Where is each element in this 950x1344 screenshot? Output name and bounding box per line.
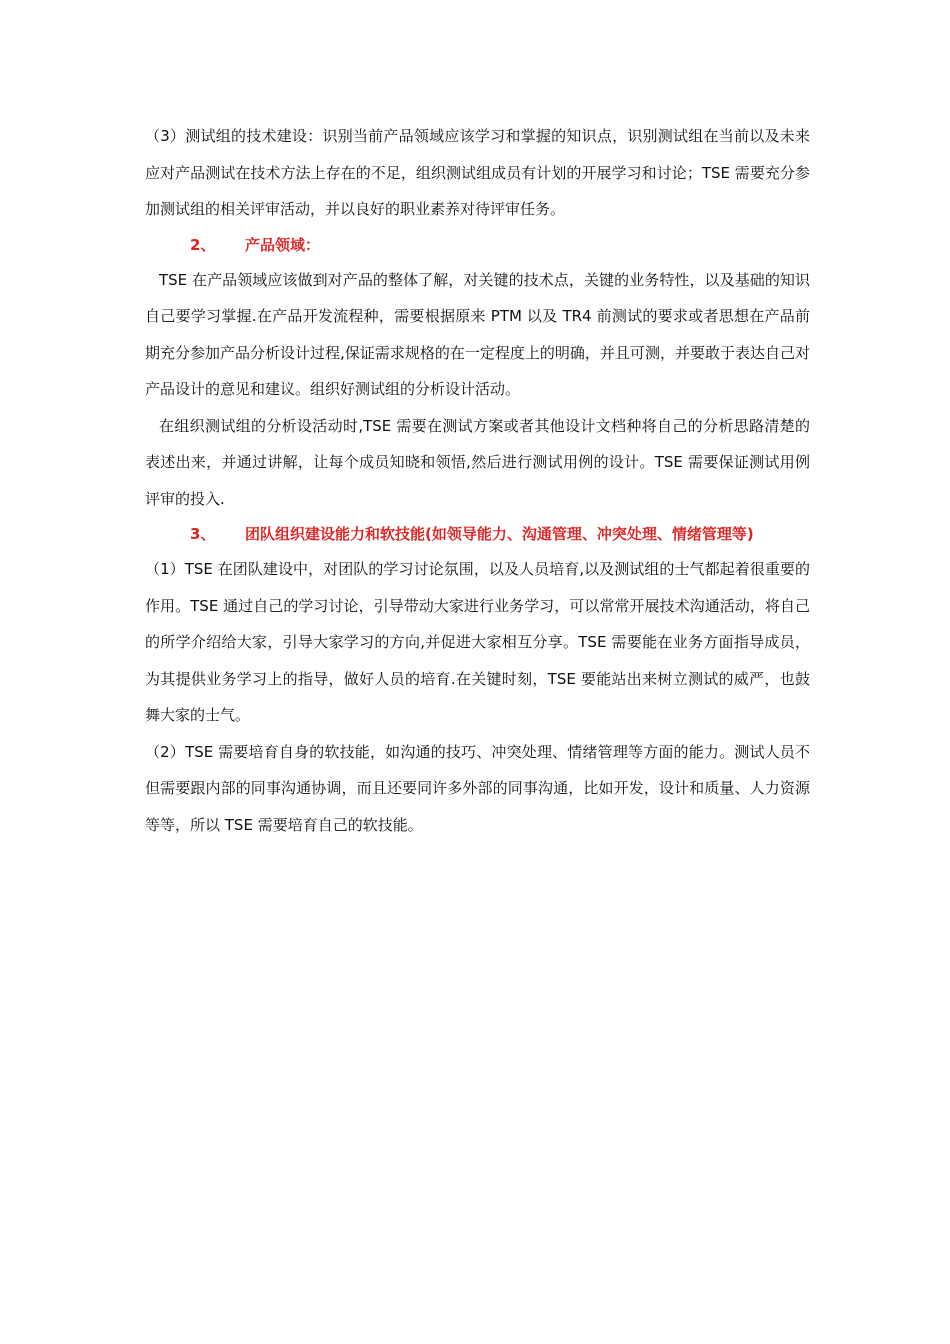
paragraph-product-domain: TSE 在产品领域应该做到对产品的整体了解，对关键的技术点，关键的业务特性，以及基础的知识自己要学习掌握.在产品开发流程种，需要根据原来 PTM 以及 TR4 前测试的要求或者思想在产品前期充分参加产品分析设计过程,保证需求规格的在一定程度上的明确，并且可测，并要敢于表达自己对产品设计的意见和建议。组织好测试组的分析设计活动。: [145, 270, 810, 398]
section-number: 3、: [190, 525, 216, 543]
document-body: [145, 118, 810, 843]
section-title: 团队组织建设能力和软技能(如领导能力、沟通管理、冲突处理、情绪管理等): [245, 525, 754, 543]
section-number: 2、: [190, 235, 216, 254]
paragraph-soft-skills: （2）TSE 需要培育自身的软技能，如沟通的技巧、冲突处理、情绪管理等方面的能力。测试人员不但需要跟内部的同事沟通协调，而且还要同许多外部的同事沟通，比如开发，设计和质量、人力资源等等，所以 TSE 需要培育自己的软技能。: [145, 742, 810, 834]
paragraph-analysis-design: 在组织测试组的分析设活动时,TSE 需要在测试方案或者其他设计文档种将自己的分析思路清楚的表述出来，并通过讲解，让每个成员知晓和领悟,然后进行测试用例的设计。TSE 需要保证测试用例评审的投入.: [145, 416, 810, 508]
section-heading-product-domain: [145, 228, 810, 262]
section-title: 产品领域：: [245, 235, 321, 254]
paragraph-tech-building: （3）测试组的技术建设：识别当前产品领域应该学习和掌握的知识点，识别测试组在当前以及未来应对产品测试在技术方法上存在的不足，组织测试组成员有计划的开展学习和讨论；TSE 需要充分参加测试组的相关评审活动，并以良好的职业素养对待评审任务。: [145, 127, 810, 218]
paragraph-team-building: （1）TSE 在团队建设中，对团队的学习讨论氛围，以及人员培育,以及测试组的士气都起着很重要的作用。TSE 通过自己的学习讨论，引导带动大家进行业务学习，可以常常开展技术沟通活动，将自己的所学介绍给大家，引导大家学习的方向,并促进大家相互分享。TSE 需要能在业务方面指导成员，为其提供业务学习上的指导，做好人员的培育.在关键时刻，TSE 要能站出来树立测试的威严，也鼓舞大家的士气。: [145, 560, 810, 724]
section-heading-team-skills: [145, 517, 810, 551]
